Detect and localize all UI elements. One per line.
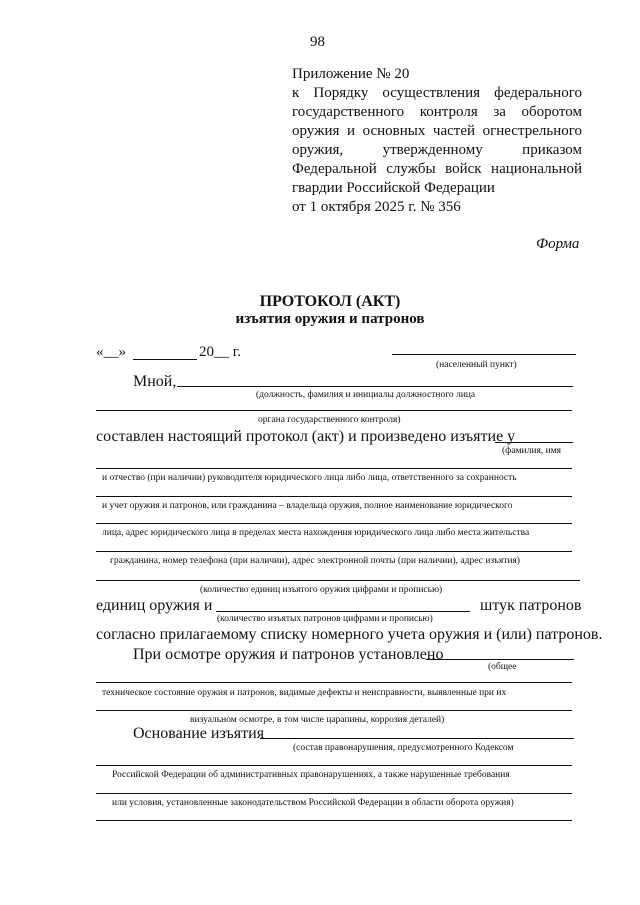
appendix-line: государственного контроля за оборотом (292, 104, 582, 120)
inspection-field-line[interactable] (426, 659, 574, 660)
settlement-field-line[interactable] (392, 354, 576, 355)
official-caption: (должность, фамилия и инициалы должностного лица (256, 390, 476, 400)
person-caption: (фамилия, имя (502, 446, 562, 456)
basis-caption: (состав правонарушения, предусмотренного Кодексом (293, 743, 514, 753)
month-field-line[interactable] (133, 359, 197, 360)
weapons-quantity-caption: (количество единиц изъятого оружия цифрами и прописью) (200, 585, 443, 595)
person-field-line[interactable] (96, 468, 572, 469)
compiled-text: составлен настоящий протокол (акт) и произведено изъятие у (96, 428, 516, 445)
inspection-label: При осмотре оружия и патронов установлено (133, 646, 444, 663)
document-title: ПРОТОКОЛ (АКТ) (259, 293, 401, 310)
basis-caption: Российской Федерации об административных правонарушениях, а также нарушенные требования (112, 770, 510, 780)
appendix-line: к Порядку осуществления федерального (292, 85, 582, 101)
authority-caption: органа государственного контроля) (258, 415, 401, 425)
address-caption: лица, адрес юридического лица в пределах места нахождения юридического лица либо места жительства (102, 528, 530, 538)
basis-caption: или условия, установленные законодательством Российской Федерации в области оборота оружия) (112, 798, 514, 808)
inspection-field-line[interactable] (96, 682, 572, 683)
page-number: 98 (310, 34, 325, 50)
basis-field-line[interactable] (96, 793, 572, 794)
inspection-caption: (общее (488, 662, 517, 672)
weapons-quantity-line[interactable] (96, 580, 580, 581)
inspection-caption: визуальном осмотре, в том числе царапины, коррозия деталей) (190, 715, 445, 725)
basis-label: Основание изъятия (133, 725, 265, 742)
date-year: 20__ г. (199, 344, 241, 360)
appendix-line: гвардии Российской Федерации (292, 180, 495, 196)
appendix-line: Федеральной службы войск национальной (292, 161, 582, 177)
address-field-line[interactable] (96, 551, 572, 552)
person-field-line[interactable] (96, 496, 572, 497)
inspection-caption: техническое состояние оружия и патронов, видимые дефекты и неисправности, выявленные при их (102, 688, 507, 698)
according-text: согласно прилагаемому списку номерного учета оружия и (или) патронов. (96, 626, 603, 643)
form-label: Форма (536, 236, 580, 252)
basis-field-line[interactable] (260, 738, 574, 739)
person-field-line[interactable] (495, 442, 573, 443)
address-caption: гражданина, номер телефона (при наличии), адрес электронной почты (при наличии), адрес изъятия) (110, 556, 520, 566)
shots-label: штук патронов (480, 597, 582, 614)
document-subtitle: изъятия оружия и патронов (235, 311, 425, 327)
settlement-caption: (населенный пункт) (436, 360, 517, 370)
inspection-field-line[interactable] (96, 710, 572, 711)
appendix-line: Приложение № 20 (292, 66, 410, 82)
basis-field-line[interactable] (96, 820, 572, 821)
appendix-line: оружия, утвержденному приказом (292, 142, 582, 158)
person-caption: и учет оружия и патронов, или гражданина – владельца оружия, полное наименование юридического (102, 501, 513, 511)
appendix-date: от 1 октября 2025 г. № 356 (292, 199, 461, 215)
authority-field-line[interactable] (96, 410, 572, 411)
basis-field-line[interactable] (96, 765, 572, 766)
appendix-line: оружия и основных частей огнестрельного (292, 123, 582, 139)
cartridges-quantity-caption: (количество изъятых патронов цифрами и прописью) (217, 614, 433, 624)
by-me-label: Мной, (133, 373, 177, 390)
cartridges-quantity-line[interactable] (216, 611, 470, 612)
units-label: единиц оружия и (96, 597, 213, 614)
date-day: «__» (96, 344, 126, 360)
official-field-line[interactable] (177, 386, 573, 387)
person-caption: и отчество (при наличии) руководителя юридического лица либо лица, ответственного за сохранность (102, 473, 517, 483)
address-field-line[interactable] (96, 523, 572, 524)
